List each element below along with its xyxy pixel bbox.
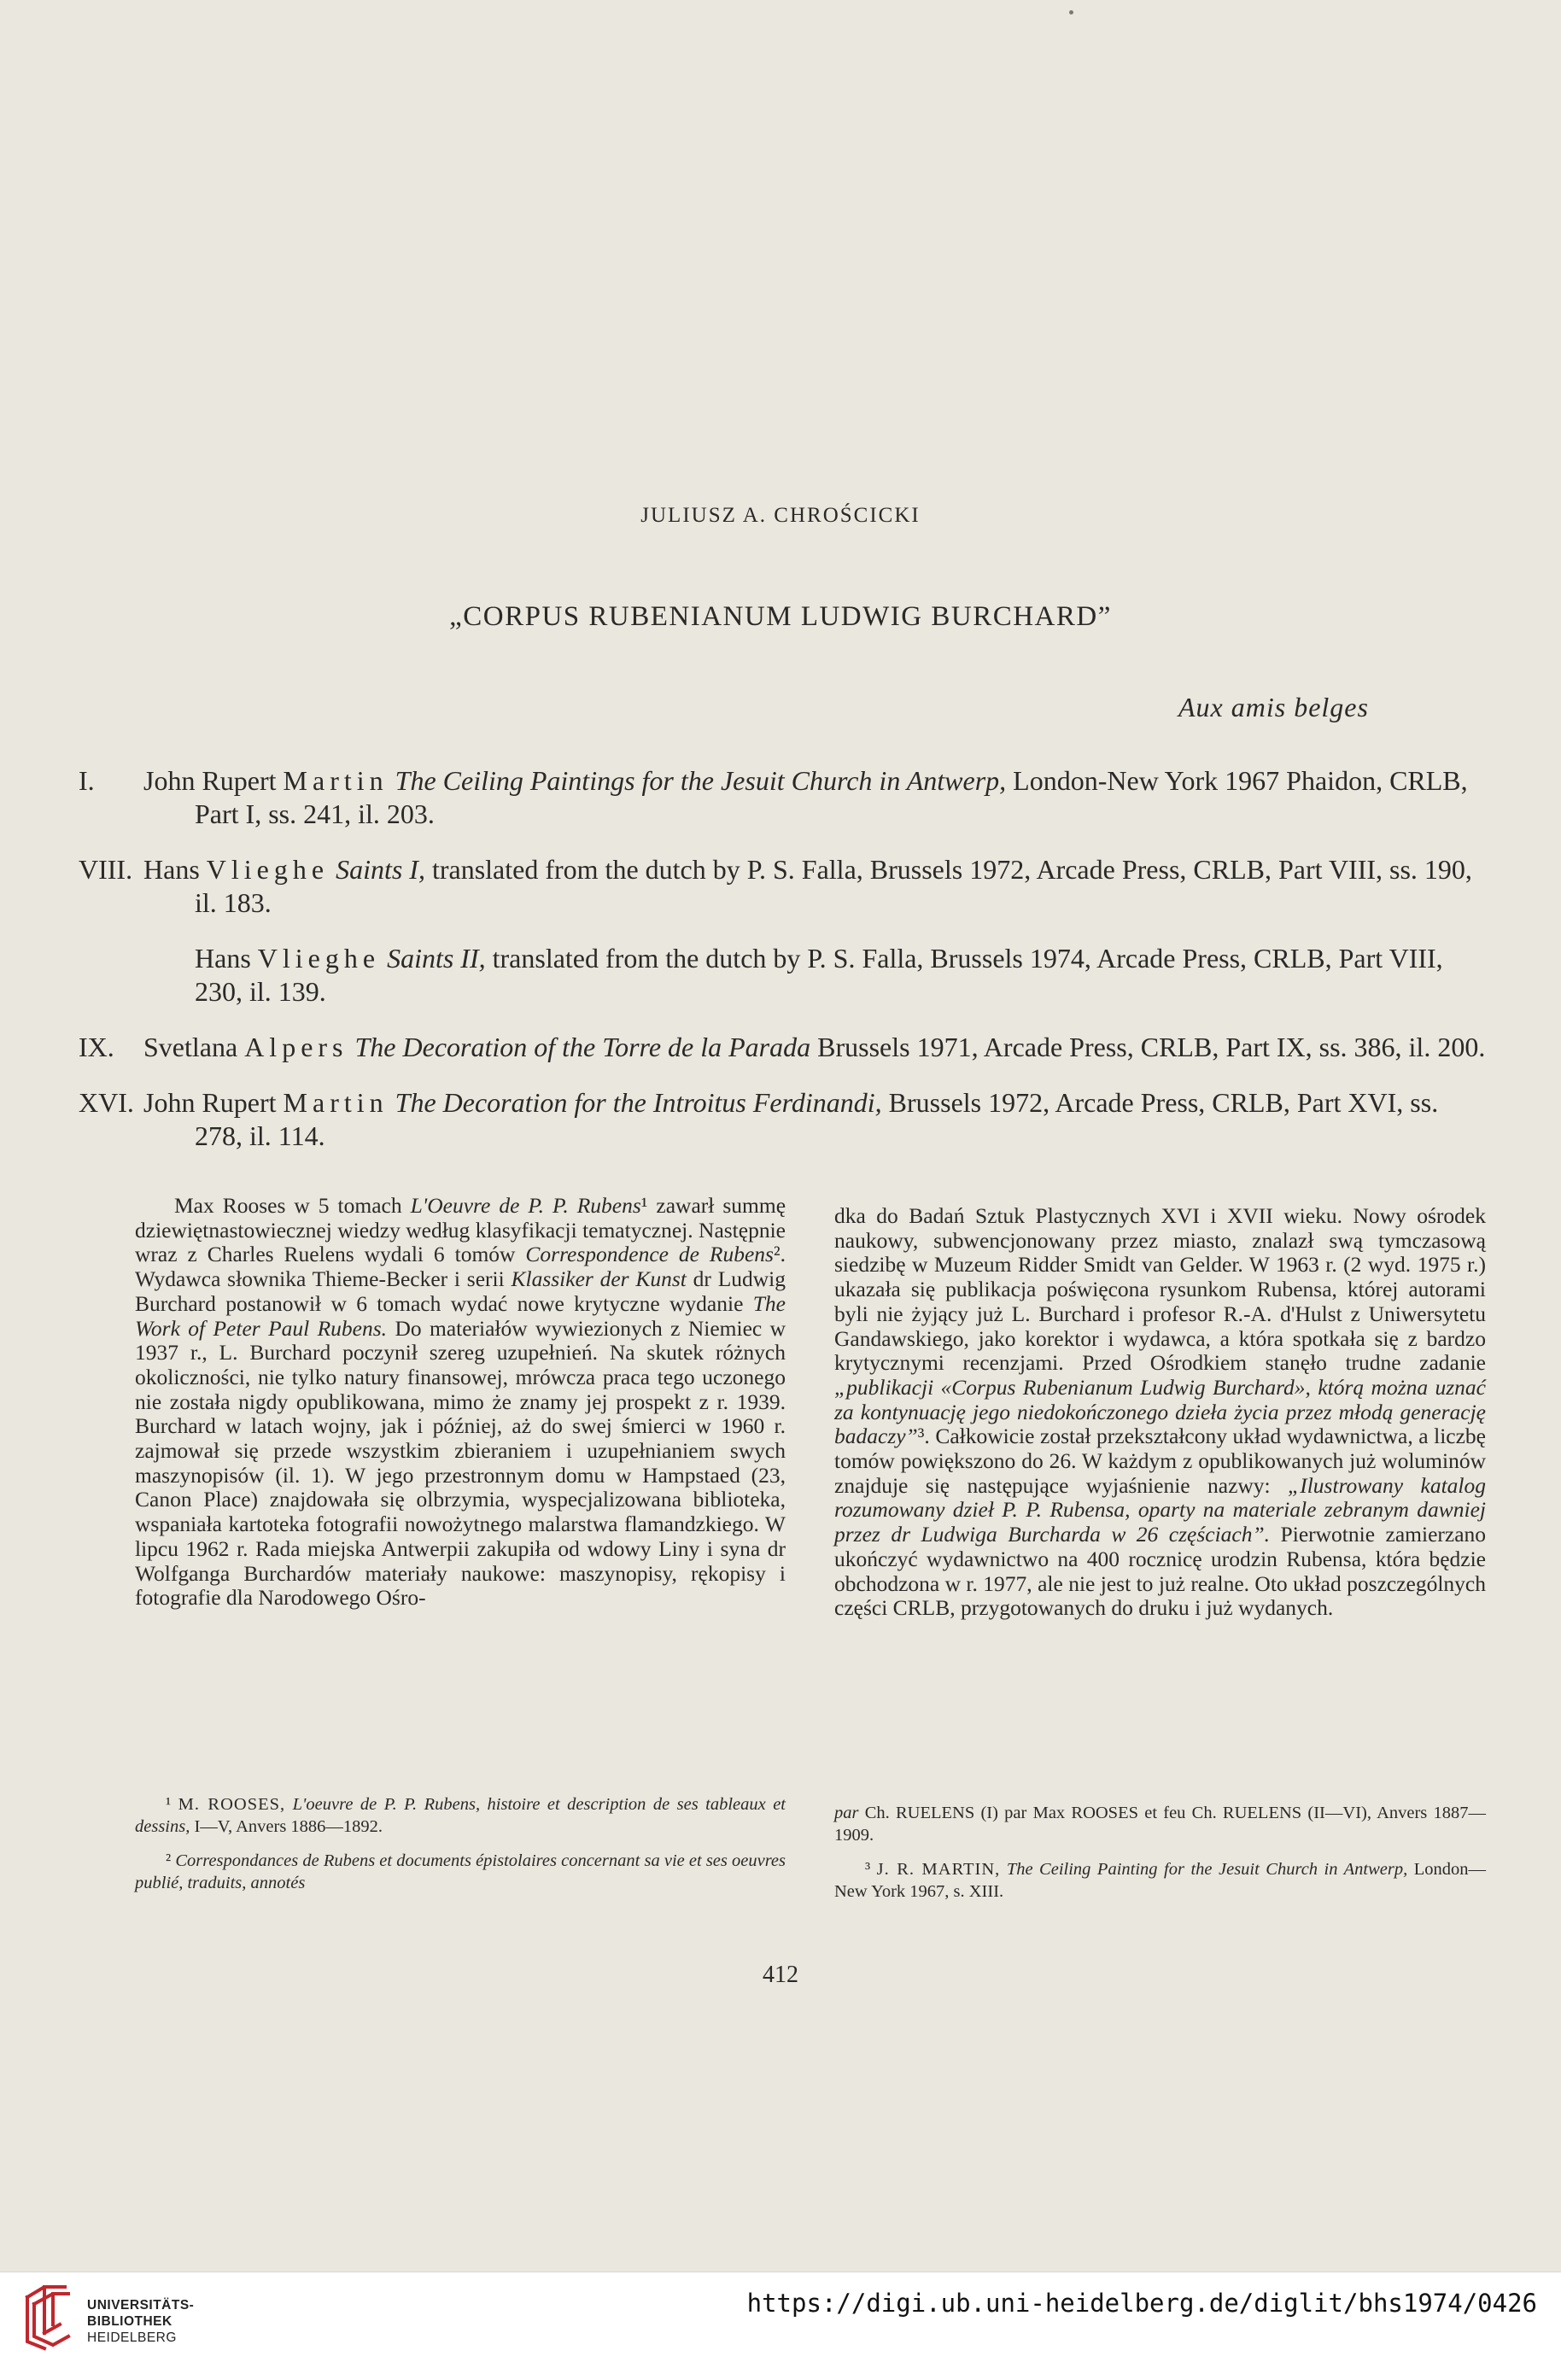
speck xyxy=(1069,10,1073,15)
footnotes-right xyxy=(834,1802,1486,1915)
footnote: ¹ M. ROOSES, L'oeuvre de P. P. Rubens, histoire et description de ses tableaux et dessins, I—V, Anvers 1886—1892. xyxy=(135,1795,786,1836)
library-name: UNIVERSITÄTS- BIBLIOTHEK HEIDELBERG xyxy=(87,2298,195,2345)
footnote: par Ch. RUELENS (I) par Max ROOSES et feu Ch. RUELENS (II—VI), Anvers 1887—1909. xyxy=(834,1804,1487,1845)
reference-item: XVI. John Rupert Martin The Decoration for the Introitus Ferdinandi, Brussels 1972, Arcade Press, CRLB, Part XVI, ss. 278, il. 114. xyxy=(79,1087,1439,1151)
reference-item: IX. Svetlana Alpers The Decoration of the Torre de la Parada Brussels 1971, Arcade Press, CRLB, Part IX, ss. 386, il. 200. xyxy=(79,1032,1486,1062)
library-logo-icon xyxy=(19,2282,75,2352)
source-url-link[interactable]: https://digi.ub.uni-heidelberg.de/diglit/bhs1974/0426 xyxy=(746,2289,1537,2318)
article-author: JULIUSZ A. CHROŚCICKI xyxy=(640,504,921,527)
body-column-left xyxy=(135,1194,786,1611)
footnote: ³ J. R. MARTIN, The Ceiling Painting for the Jesuit Church in Antwerp, London—New York 1967, s. XIII. xyxy=(834,1860,1486,1901)
body-paragraph: dka do Badań Sztuk Plastycznych XVI i XVII wieku. Nowy ośrodek naukowy, subwencjonowany przez miasto, znalazł swą tymczasową siedzibę w Muzeum Ridder Smidt van Gelder. W 1963 r. (2 wyd. 1975 r.) ukazała się publikacja poświęcona rysunkom Rubensa, której autorami byli nie żyjący już L. Burchard i profesor R.-A. d'Hulst z Uniwersytetu Gandawskiego, jako korektor i wydawca, a która spotkała się z bardzo krytycznymi recenzjami. Przed Ośrodkiem stanęło trudne zadanie „publikacji «Corpus Rubenianum Ludwig Burchard», którą można uznać za kontynuację jego niedokończonego dzieła życia przez młodą generację badaczy”³. Całkowicie został przekształcony układ wydawnictwa, a liczbę tomów powiększono do 26. W każdym z opublikowanych już woluminów znajduje się następujące wyjaśnienie nazwy: „Ilustrowany katalog rozumowany dzieł P. P. Rubensa, oparty na materiale zebranym dawniej przez dr Ludwiga Burcharda w 26 częściach”. Pierwotnie zamierzano ukończyć wydawnictwo na 400 rocznicę urodzin Rubensa, która będzie obchodzona w r. 1977, ale nie jest to już realne. Oto układ poszczególnych części CRLB, przygotowanych do druku i już wydanych. xyxy=(834,1203,1487,1621)
dedication: Aux amis belges xyxy=(1178,692,1369,722)
reference-item: Hans Vlieghe Saints II, translated from the dutch by P. S. Falla, Brussels 1974, Arcade Press, CRLB, Part VIII, 230, il. 139. xyxy=(195,943,1443,1007)
reference-item: I. John Rupert Martin The Ceiling Paintings for the Jesuit Church in Antwerp, London-New York 1967 Phaidon, CRLB, Part I, ss. 241, il. 203. xyxy=(79,765,1468,829)
article-title: „CORPUS RUBENIANUM LUDWIG BURCHARD” xyxy=(449,601,1112,632)
reference-item: VIII. Hans Vlieghe Saints I, translated from the dutch by P. S. Falla, Brussels 1972, Arcade Press, CRLB, Part VIII, ss. 190, il. 183. xyxy=(79,854,1472,918)
page-number: 412 xyxy=(763,1962,798,1988)
footnotes-left xyxy=(135,1793,786,1906)
reference-list xyxy=(79,764,1490,1175)
body-column-right xyxy=(834,1204,1486,1621)
body-paragraph: Max Rooses w 5 tomach L'Oeuvre de P. P. Rubens¹ zawarł summę dziewiętnastowiecznej wiedzy według klasyfikacji tematycznej. Następnie wraz z Charles Ruelens wydali 6 tomów Correspondence de Rubens². Wydawca słownika Thieme-Becker i serii Klassiker der Kunst dr Ludwig Burchard postanowił w 6 tomach wydać nowe krytyczne wydanie The Work of Peter Paul Rubens. Do materiałów wywiezionych z Niemiec w 1937 r., L. Burchard poczynił szereg uzupełnień. Na skutek różnych okoliczności, nie tylko natury finansowej, mrówcza praca tego uczonego nie została nigdy opublikowana, mimo że znamy jej prospekt z r. 1939. Burchard w latach wojny, jak i później, aż do swej śmierci w 1960 r. zajmował się przede wszystkim zbieraniem i uzupełnianiem swych maszynopisów (il. 1). W jego przestronnym domu w Hampstaed (23, Canon Place) znajdowała się olbrzymia, wyspecjalizowana biblioteka, wspaniała kartoteka fotografii nowożytnego malarstwa flamandzkiego. W lipcu 1962 r. Rada miejska Antwerpii zakupiła od wdowy Liny i syna dr Wolfganga Burchardów materiały naukowe: maszynopisy, rękopisy i fotografie dla Narodowego Ośro- xyxy=(135,1193,786,1611)
footnote: ² Correspondances de Rubens et documents épistolaires concernant sa vie et ses oeuvres publié, traduits, annotés xyxy=(135,1851,786,1892)
